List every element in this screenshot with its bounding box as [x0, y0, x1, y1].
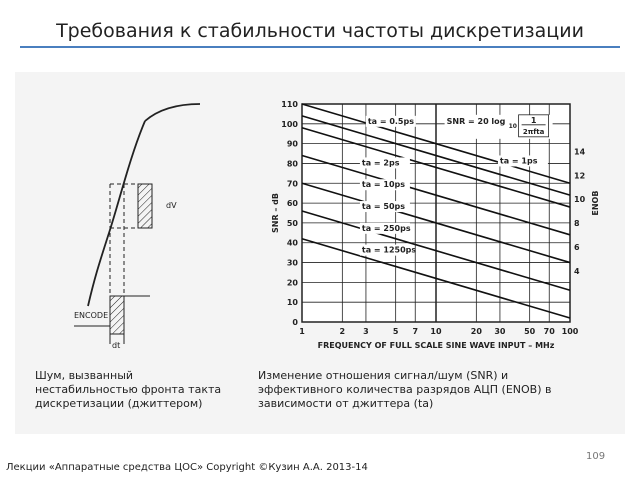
- y-tick-label: 70: [286, 179, 298, 189]
- dt-label: dt: [112, 341, 121, 350]
- series-label: ta = 10ps: [361, 180, 406, 190]
- formula-numerator: 1: [530, 115, 537, 125]
- y-tick-label: 60: [286, 199, 298, 209]
- signal-curve-top: [145, 104, 200, 121]
- x-tick-label: 30: [494, 327, 506, 336]
- left-caption-line: Шум, вызванный: [35, 369, 134, 382]
- y-tick-label: 0: [292, 318, 298, 327]
- x-tick-label: 7: [412, 327, 419, 336]
- right-caption-line: зависимости от джиттера (ta): [258, 397, 434, 410]
- encode-label: ENCODE: [74, 311, 109, 320]
- series-label: ta = 0.5ps: [367, 116, 414, 126]
- x-tick-label: 10: [430, 327, 442, 336]
- enob-tick-label: 14: [574, 147, 586, 157]
- left-caption: [35, 369, 245, 411]
- y-tick-label: 50: [286, 218, 298, 228]
- y-tick-label: 90: [286, 139, 298, 149]
- y-tick-label: 80: [286, 159, 298, 169]
- enob-tick-label: 4: [574, 266, 580, 276]
- y-axis-label: SNR – dB: [271, 192, 280, 234]
- left-caption-line: нестабильностью фронта такта: [35, 383, 222, 396]
- snr-chart: [262, 94, 612, 356]
- series-label: ta = 2ps: [361, 158, 400, 168]
- y-tick-label: 100: [281, 119, 298, 129]
- dv-label: dV: [166, 201, 177, 210]
- x-tick-label: 5: [392, 327, 399, 336]
- x-tick-label: 70: [543, 327, 555, 336]
- x-tick-label: 2: [339, 327, 346, 336]
- dt-hatch-box: [110, 296, 124, 334]
- x-tick-label: 100: [561, 327, 579, 336]
- page-number: 109: [586, 451, 606, 462]
- y-tick-label: 10: [286, 298, 298, 308]
- slide-title: Требования к стабильности частоты дискретизации: [56, 20, 584, 42]
- enob-tick-label: 10: [574, 195, 586, 205]
- enob-tick-label: 6: [574, 242, 580, 252]
- series-label: ta = 50ps: [361, 202, 406, 212]
- formula-subscript: 10: [508, 122, 517, 130]
- series-label: ta = 250ps: [361, 223, 411, 233]
- right-caption-line: эффективного количества разрядов АЦП (ENOB) в: [258, 383, 552, 396]
- footer-copyright: Лекции «Аппаратные средства ЦОС» Copyright ©Кузин А.А. 2013-14: [6, 462, 368, 473]
- left-caption-line: дискретизации (джиттером): [35, 397, 203, 410]
- x-tick-label: 3: [363, 327, 369, 336]
- x-axis-label: FREQUENCY OF FULL SCALE SINE WAVE INPUT – MHz: [317, 341, 555, 350]
- y-tick-label: 20: [286, 278, 298, 288]
- dv-hatch-box: [138, 184, 152, 228]
- right-caption: [258, 369, 598, 411]
- y-tick-label: 40: [286, 238, 298, 248]
- signal-curve: [88, 121, 145, 306]
- x-tick-label: 50: [524, 327, 536, 336]
- series-label: ta = 1ps: [499, 156, 538, 166]
- title-underline: [20, 46, 620, 48]
- y-tick-label: 110: [281, 100, 298, 109]
- enob-tick-label: 12: [574, 171, 586, 181]
- formula-denominator: 2πfta: [522, 127, 545, 136]
- x-tick-label: 20: [470, 327, 482, 336]
- enob-tick-label: 8: [574, 219, 580, 229]
- right-caption-line: Изменение отношения сигнал/шум (SNR) и: [258, 369, 509, 382]
- y-tick-label: 30: [286, 258, 298, 268]
- series-label: ta = 1250ps: [361, 245, 417, 255]
- formula-text: SNR = 20 log: [446, 116, 506, 126]
- jitter-diagram: [60, 96, 260, 356]
- enob-axis-label: ENOB: [591, 190, 600, 216]
- x-tick-label: 1: [299, 327, 305, 336]
